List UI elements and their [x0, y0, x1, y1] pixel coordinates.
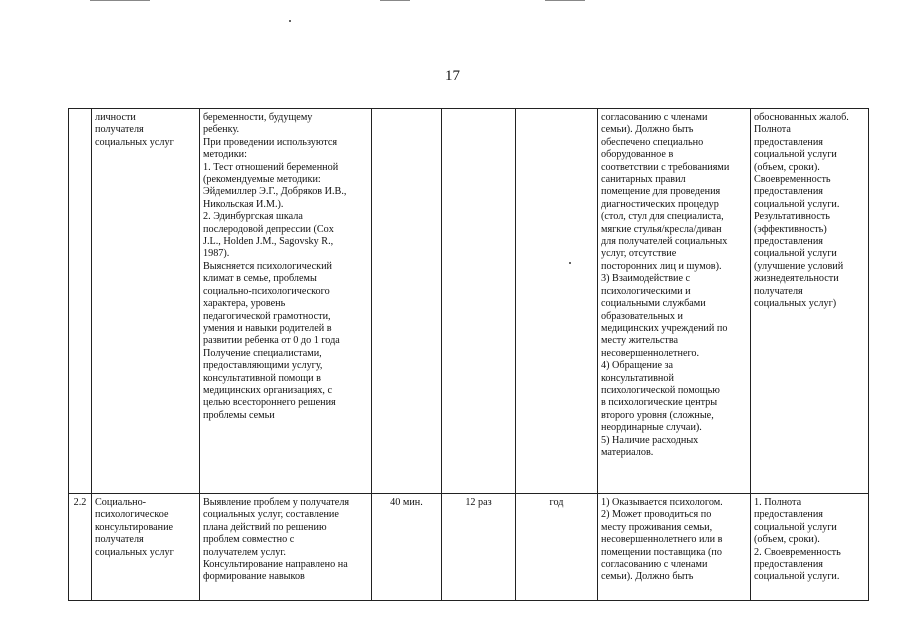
text-line: характера, уровень: [203, 298, 286, 310]
text-line: 1) Оказывается психологом.: [601, 497, 723, 508]
text-line: целью всестороннего решения: [203, 397, 336, 409]
text-line: 2. Своевременность: [754, 546, 841, 558]
text-line: месту проживания семьи,: [601, 521, 713, 533]
text-line: климат в семье, проблемы: [203, 273, 317, 285]
conditions-cell: [598, 494, 751, 601]
text-line: 2. Эдинбургская шкала: [203, 211, 303, 223]
text-line: Результативность: [754, 211, 830, 223]
text-line: получателя: [95, 124, 144, 136]
time-cell: 40 мин.: [372, 494, 442, 601]
text-line: Консультирование направлено на: [203, 559, 348, 571]
text-line: образовательных и: [601, 310, 683, 322]
text-line: Выявление проблем у получателя: [203, 497, 350, 508]
text-line: диагностических процедур: [601, 198, 719, 210]
text-line: (стол, стул для специалиста,: [601, 211, 724, 223]
text-line: месту жительства: [601, 335, 679, 347]
text-line: (улучшение условий: [754, 260, 844, 272]
time-cell: [372, 109, 442, 494]
text-line: (рекомендуемые методики:: [203, 174, 321, 186]
text-line: 4) Обращение за: [601, 360, 674, 372]
text-line: согласованию с членами: [601, 112, 708, 123]
count-cell: 12 раз: [442, 494, 516, 601]
text-line: беременности, будущему: [203, 112, 313, 123]
service-name-cell: [92, 494, 200, 601]
text-line: получателя: [754, 285, 803, 297]
text-line: получателя: [95, 534, 144, 546]
text-line: согласованию с членами: [601, 559, 708, 571]
text-line: Своевременность: [754, 174, 831, 186]
text-line: услуг, отсутствие: [601, 248, 677, 260]
text-line: психологическое: [95, 509, 169, 521]
row-number-cell: 2.2: [69, 494, 92, 601]
period-cell: год: [516, 494, 598, 601]
text-line: санитарных правил: [601, 174, 686, 186]
text-line: социальной услуги: [754, 521, 837, 533]
services-table: [68, 108, 869, 601]
text-line: социальных услуг: [95, 136, 174, 148]
text-line: посторонних лиц и шумов).: [601, 260, 722, 272]
text-line: Полнота: [754, 124, 791, 136]
text-line: помещение для проведения: [601, 186, 721, 198]
text-line: Эйдемиллер Э.Г., Добряков И.В.,: [203, 186, 347, 198]
text-line: проблем совместно с: [203, 534, 295, 546]
text-line: развитии ребенка от 0 до 1 года: [203, 335, 340, 347]
text-line: обеспечено специально: [601, 136, 704, 148]
text-line: неординарные случаи).: [601, 422, 702, 434]
text-line: проблемы семьи: [203, 409, 275, 421]
text-line: обоснованных жалоб.: [754, 112, 849, 123]
row-number-cell: [69, 109, 92, 494]
text-line: семьи). Должно быть: [601, 571, 694, 583]
scan-edge-line: [545, 0, 585, 1]
text-line: предоставления: [754, 136, 823, 148]
evaluation-cell: [751, 494, 869, 601]
text-line: несовершеннолетнего или в: [601, 534, 723, 546]
text-line: соответствии с требованиями: [601, 161, 730, 173]
text-line: семьи). Должно быть: [601, 124, 694, 136]
text-line: формирование навыков: [203, 571, 305, 583]
text-line: Выясняется психологический: [203, 260, 333, 272]
text-line: социальных услуг): [754, 298, 837, 310]
text-line: 1987).: [203, 248, 230, 260]
text-line: 3) Взаимодействие с: [601, 273, 691, 285]
text-line: предоставления: [754, 186, 823, 198]
text-line: Социально-: [95, 497, 147, 508]
text-line: ребенку.: [203, 124, 240, 136]
text-line: мягкие стулья/кресла/диван: [601, 223, 722, 235]
text-line: социальными службами: [601, 298, 706, 310]
text-line: жизнедеятельности: [754, 273, 839, 285]
text-line: (эффективность): [754, 223, 827, 235]
service-description-cell: [200, 109, 372, 494]
text-line: предоставления: [754, 509, 823, 521]
text-line: второго уровня (сложные,: [601, 409, 714, 421]
text-line: Получение специалистами,: [203, 347, 322, 359]
page-number: 17: [445, 68, 460, 84]
text-line: 5) Наличие расходных: [601, 434, 699, 446]
service-description-cell: [200, 494, 372, 601]
text-line: для получателей социальных: [601, 236, 728, 248]
scan-speck: [289, 20, 291, 22]
text-line: предоставления: [754, 236, 823, 248]
text-line: получателем услуг.: [203, 546, 286, 558]
text-line: социальной услуги.: [754, 198, 840, 210]
text-line: педагогической грамотности,: [203, 310, 331, 322]
text-line: 1. Полнота: [754, 497, 802, 508]
text-line: консультативной помощи в: [203, 372, 321, 384]
text-line: 2) Может проводиться по: [601, 509, 712, 521]
text-line: социальной услуги: [754, 149, 837, 161]
text-line: несовершеннолетнего.: [601, 347, 700, 359]
text-line: предоставления: [754, 559, 823, 571]
text-line: материалов.: [601, 446, 654, 458]
text-line: помещении поставщика (по: [601, 546, 722, 558]
text-line: консультативной: [601, 372, 674, 384]
text-line: психологической помощью: [601, 384, 720, 396]
text-line: оборудованное в: [601, 149, 674, 161]
table-row: [69, 109, 869, 494]
text-line: 1. Тест отношений беременной: [203, 161, 339, 173]
service-name-cell: [92, 109, 200, 494]
text-line: (объем, сроки).: [754, 161, 820, 173]
conditions-cell: [598, 109, 751, 494]
text-line: медицинских организациях, с: [203, 384, 333, 396]
text-line: консультирование: [95, 521, 174, 533]
text-line: личности: [95, 112, 136, 123]
text-line: психологическими и: [601, 285, 691, 297]
text-line: плана действий по решению: [203, 521, 327, 533]
text-line: социальной услуги: [754, 248, 837, 260]
text-line: J.L., Holden J.M., Sagovsky R.,: [203, 236, 334, 248]
text-line: в психологические центры: [601, 397, 718, 409]
text-line: (объем, сроки).: [754, 534, 820, 546]
text-line: социальной услуги.: [754, 571, 840, 583]
text-line: умения и навыки родителей в: [203, 322, 332, 334]
text-line: социальных услуг, составление: [203, 509, 339, 521]
text-line: При проведении используются: [203, 136, 338, 148]
table-row: [69, 494, 869, 601]
text-line: медицинских учреждений по: [601, 322, 728, 334]
count-cell: [442, 109, 516, 494]
text-line: предоставляющими услугу,: [203, 360, 323, 372]
period-cell: [516, 109, 598, 494]
scan-edge-line: [90, 0, 150, 1]
text-line: Никольская И.М.).: [203, 198, 284, 210]
text-line: методики:: [203, 149, 247, 161]
scan-edge-line: [380, 0, 410, 1]
text-line: социально-психологического: [203, 285, 330, 297]
text-line: социальных услуг: [95, 546, 174, 558]
evaluation-cell: [751, 109, 869, 494]
text-line: послеродовой депрессии (Cox: [203, 223, 334, 235]
